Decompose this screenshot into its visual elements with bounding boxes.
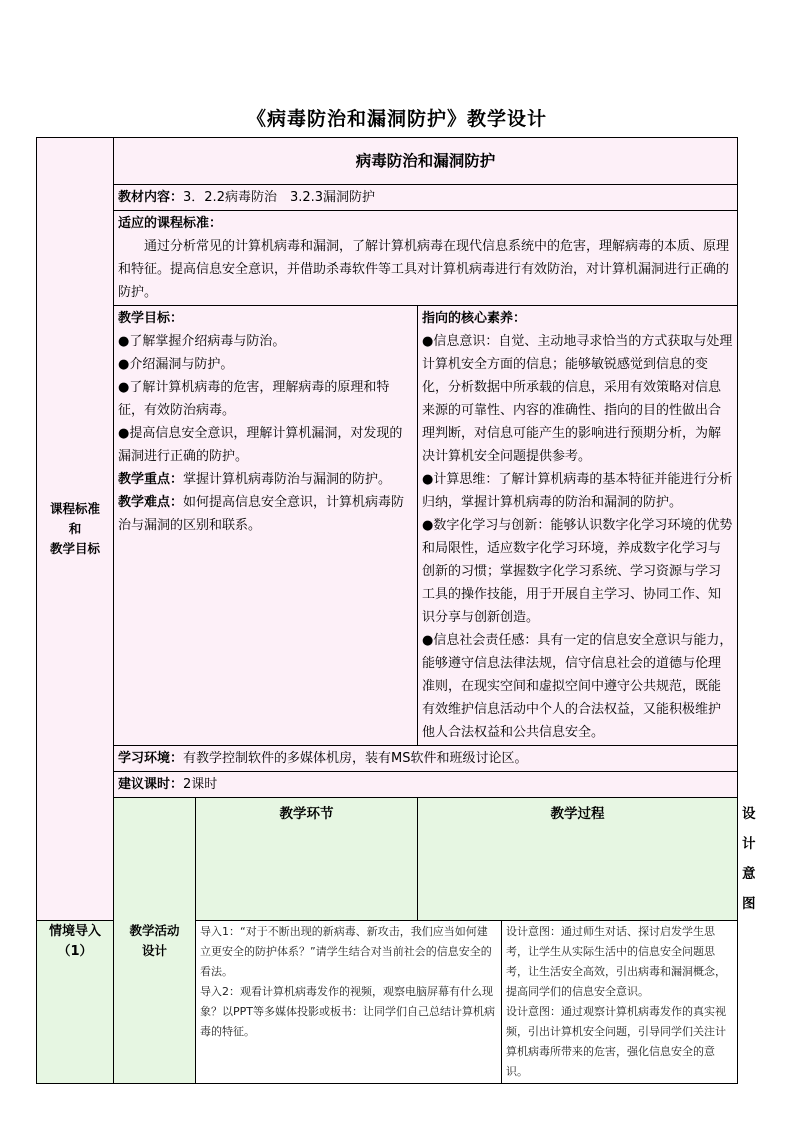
process-cell xyxy=(196,921,502,1084)
goal-item: ●介绍漏洞与防护。 xyxy=(118,357,234,372)
intent-item: 设计意图：通过师生对话、探讨启发学生思考，让学生从实际生活中的信息安全问题思考，让生活安全高效，引出病毒和漏洞概念，提高同学们的信息安全意识。 xyxy=(506,925,726,998)
page-title: 《病毒防治和漏洞防护》教学设计 xyxy=(246,108,547,130)
hours-label: 建议课时： xyxy=(118,777,184,792)
standard-text: 通过分析常见的计算机病毒和漏洞，了解计算机病毒在现代信息系统中的危害，理解病毒的本质、原理和特征。提高信息安全意识，并借助杀毒软件等工具对计算机病毒进行有效防治，对计算机漏洞进行正确的防护。 xyxy=(118,239,730,300)
column-header-stage: 教学环节 xyxy=(196,798,418,921)
goals-cell xyxy=(114,306,418,746)
material-row xyxy=(114,185,738,211)
intent-item: 设计意图：通过观察计算机病毒发作的真实视频，引出计算机安全问题，引导同学们关注计算机病毒所带来的危害，强化信息安全的意识。 xyxy=(506,1005,726,1078)
column-header-process: 教学过程 xyxy=(418,798,738,921)
section-label-activities: 教学活动 设计 xyxy=(114,798,196,1084)
lesson-design-table: 课程标准 和 教学目标 病毒防治和漏洞防护 教材内容：3．2.2病毒防治 3.2.3漏洞防护 适应的课程标准： 通过分析常见的计算机病毒和漏洞，了解计算机病毒在现代信息系统中的危害，理解病毒的本质、原理和特征。提高信息安全意识，并借助杀毒软件等工具对计算机病毒进行有效防治，对计算机漏洞进行正确的防护。 教学目标： ●了解掌握介绍病毒与防治。 ●介绍漏洞与防护。 ●了解计算机病毒的危害，理解病毒的原理和特征，有效防治病毒。 ●提高信息安全意识，理解计算机漏洞，对发现的漏洞进行正确的防护。 教学重点：掌握计算机病毒防治与漏洞的防护。 教学难点：如何提高信息安全意识，计算机病毒防治与漏洞的区别和联系。 指向的核心素养： ●信息意识：自觉、主动地寻求恰当的方式获取与处理计算机安全方面的信息；能够敏锐感觉到信息的变化，分析数据中所承载的信息，采用有效策略对信息来源的可靠性、内容的准确性、指向的目的性做出合理判断，对信息可能产生的影响进行预期分析，为解决计算机安全问题提供参考。 ●计算思维：了解计算机病毒的基本特征并能进行分析归纳，掌握计算机病毒的防治和漏洞的防护。 ●数字化学习与创新：能够认识数字化学习环境的优势和局限性，适应数字化学习环境，养成数字化学习与创新的习惯；掌握数字化学习系统、学习资源与学习工具的操作技能，用于开展自主学习、协同工作、知识分享与创新创造。 ●信息社会责任感：具有一定的信息安全意识与能力，能够遵守信息法律法规，信守信息社会的道德与伦理准则，在现实空间和虚拟空间中遵守公共规范，既能有效维护信息活动中个人的合法权益，又能积极维护他人合法权益和公共信息安全。 学习环境：有教学控制软件的多媒体机房，装有MS软件和班级讨论区。 建议课时：2课时 教学活动 设计 教学环节 教学过程 设计意图 情境导入 （1） 导入1：“对于不断出现的新病毒、新攻击，我们应当如何建立更安全的防护体系？”请学生结合对当前社会的信息安全的看法。 导入2：观看计算机病毒发作的视频，观察电脑屏幕有什么现象？以PPT等多媒体投影或板书：让同学们自己总结计算机病毒的特征。 设计意图：通过师生对话、探讨启发学生思考，让学生从实际生活中的信息安全问题思考，让生活安全高效，引出病毒和漏洞概念，提高同学们的信息安全意识。 设计意图：通过观察计算机病毒发作的真实视频，引出计算机安全问题，引导同学们关注计算机病毒所带来的危害，强化信息安全的意识。 xyxy=(36,137,738,1084)
material-value: 3．2.2病毒防治 3.2.3漏洞防护 xyxy=(183,190,376,205)
literacy-cell xyxy=(418,306,738,746)
literacy-item: ●数字化学习与创新：能够认识数字化学习环境的优势和局限性，适应数字化学习环境，养成数字化学习与创新的习惯；掌握数字化学习系统、学习资源与学习工具的操作技能，用于开展自主学习、协同工作、知识分享与创新创造。 xyxy=(422,518,733,625)
literacy-item: ●信息意识：自觉、主动地寻求恰当的方式获取与处理计算机安全方面的信息；能够敏锐感觉到信息的变化，分析数据中所承载的信息，采用有效策略对信息来源的可靠性、内容的准确性、指向的目的性做出合理判断，对信息可能产生的影响进行预期分析，为解决计算机安全问题提供参考。 xyxy=(422,334,733,464)
standard-row xyxy=(114,211,738,306)
hours-value: 2课时 xyxy=(183,777,218,792)
goals-label: 教学目标： xyxy=(118,311,184,326)
literacy-item: ●计算思维：了解计算机病毒的基本特征并能进行分析归纳，掌握计算机病毒的防治和漏洞的防护。 xyxy=(422,472,733,510)
environment-row xyxy=(114,746,738,772)
material-label: 教材内容： xyxy=(118,190,184,205)
hours-row xyxy=(114,772,738,798)
stage-cell: 情境导入 （1） xyxy=(37,921,114,1084)
section-label-standards: 课程标准 和 教学目标 xyxy=(37,138,114,921)
standard-label: 适应的课程标准： xyxy=(118,216,223,231)
environment-value: 有教学控制软件的多媒体机房，装有MS软件和班级讨论区。 xyxy=(183,751,528,766)
goal-item: ●了解计算机病毒的危害，理解病毒的原理和特征，有效防治病毒。 xyxy=(118,380,390,418)
goal-item: ●了解掌握介绍病毒与防治。 xyxy=(118,334,286,349)
process-item: 导入2：观看计算机病毒发作的视频，观察电脑屏幕有什么现象？以PPT等多媒体投影或板书：让同学们自己总结计算机病毒的特征。 xyxy=(200,985,495,1038)
key-point: 教学重点：掌握计算机病毒防治与漏洞的防护。 xyxy=(118,472,392,487)
goal-item: ●提高信息安全意识，理解计算机漏洞，对发现的漏洞进行正确的防护。 xyxy=(118,426,403,464)
lesson-title: 病毒防治和漏洞防护 xyxy=(114,138,738,185)
difficult-point: 教学难点：如何提高信息安全意识，计算机病毒防治与漏洞的区别和联系。 xyxy=(118,495,405,533)
literacy-item: ●信息社会责任感：具有一定的信息安全意识与能力，能够遵守信息法律法规，信守信息社会的道德与伦理准则，在现实空间和虚拟空间中遵守公共规范，既能有效维护信息活动中个人的合法权益，又能积极维护他人合法权益和公共信息安全。 xyxy=(422,633,733,740)
environment-label: 学习环境： xyxy=(118,751,184,766)
process-item: 导入1：“对于不断出现的新病毒、新攻击，我们应当如何建立更安全的防护体系？”请学生结合对当前社会的信息安全的看法。 xyxy=(200,925,492,978)
literacy-label: 指向的核心素养： xyxy=(422,311,527,326)
intent-cell xyxy=(502,921,738,1084)
